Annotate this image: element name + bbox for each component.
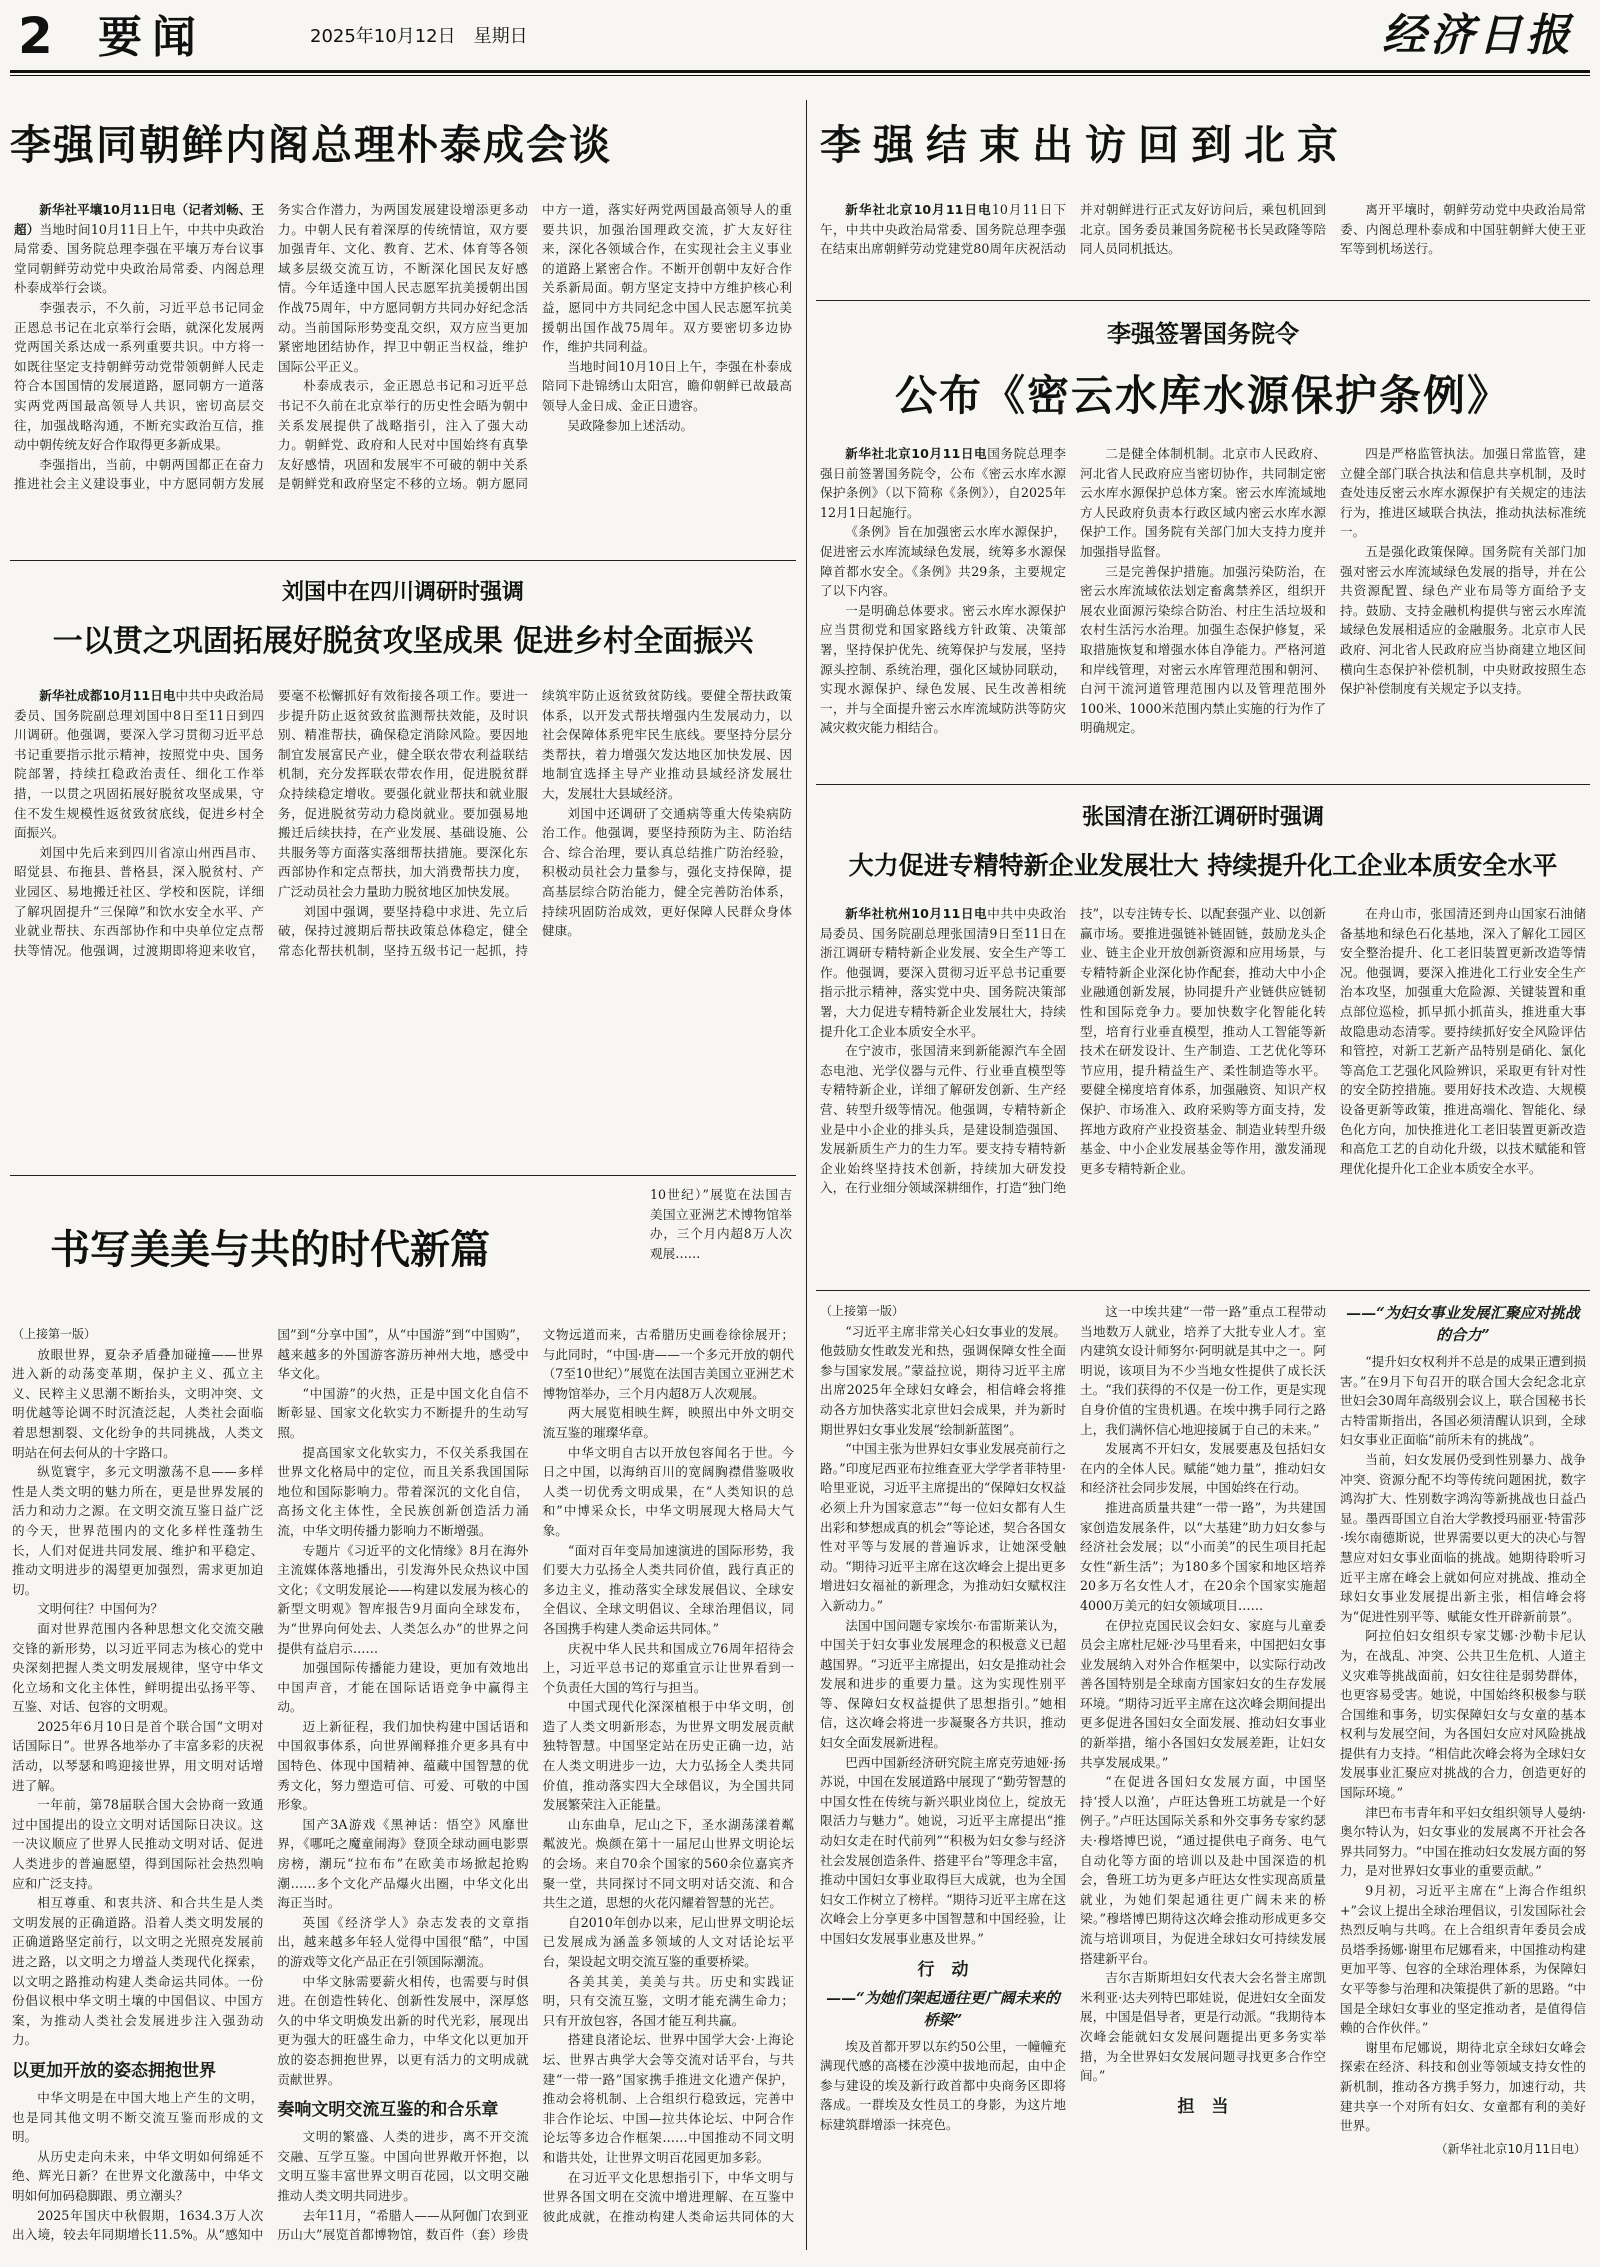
rule-a3 — [816, 784, 1590, 785]
continued-label: （上接第一版） — [820, 1304, 905, 1318]
paragraph: 迈上新征程，我们加快构建中国话语和中国叙事体系，向世界阐释推介更多具有中国特色、体现中国精神、蕴藏中国智慧的优秀文化，努力塑造可信、可爱、可敬的中国形象。 — [277, 1718, 529, 1813]
paragraph: 刘国中先后来到四川省凉山州西昌市、昭觉县、布拖县、普格县，深入脱贫村、产业园区、易地搬迁社区、学校和医院，详细了解巩固提升“三保障”和饮水安全水平、产业就业帮扶、东西部协作和中央单位定点帮扶等情况。他强调，过渡期即将迎来收官，要毫不松懈抓好有效衔接各项工作。要进一步提升防止返贫致贫监测帮扶效能，及时识别、精准帮扶，确保稳定消除风险。要因地制宜发展富民产业，健全联农带农利益联结机制，充分发挥联农带农作用，促进脱贫群众持续稳定增收。要强化就业帮扶和就业服务，促进脱贫劳动力稳岗就业。要加强易地搬迁后续扶持，在产业发展、基础设施、公共服务等方面落实落细帮扶措施。要深化东西部协作和定点帮扶，加大消费帮扶力度，广泛动员社会力量助力脱贫地区加快发展。 — [14, 688, 528, 958]
continued-label: （上接第一版） — [12, 1327, 97, 1341]
paragraph: 搭建良渚论坛、世界中国学大会·上海论坛、世界古典学大会等交流对话平台，与共建“一带一路”国家携手推进文化遗产保护，推动会将机制、上合组织行稳致远，完善中非合作论坛、中国—拉共体论坛、中阿合作论坛等多边合作框架……中国推动不同文明和谐共处，让世界文明百花园更加多彩。 — [542, 2032, 794, 2165]
dateline-return: 新华社北京10月11日电 — [845, 202, 992, 217]
kicker-miyun: 李强签署国务院令 — [1107, 319, 1299, 348]
headline-miyun: 公布《密云水库水源保护条例》 — [894, 371, 1511, 420]
body-civilization — [10, 1325, 796, 2255]
subheading: 奏响文明交流互鉴的和合乐章 — [277, 2100, 499, 2121]
body-miyun — [816, 444, 1590, 770]
paragraph: 五是强化政策保障。国务院有关部门加强对密云水库流域绿色发展的指导，并在公共资源配置、绿色产业布局等方面给予支持。鼓励、支持金融机构提供与密云水库流域绿色发展相适应的金融服务。北京市人民政府、河北省人民政府应当协商建立地区间横向生态保护补偿机制，中央财政按照生态保护补偿制度有关规定予以支持。 — [1340, 543, 1586, 697]
paragraph: 国产3A游戏《黑神话：悟空》风靡世界，《哪吒之魔童闹海》登顶全球动画电影票房榜，潮玩“拉布布”在欧美市场掀起抢购潮……多个文化产品爆火出圈，中华文化出海正当时。 — [277, 1816, 529, 1911]
paragraph: 10月11日下午，中共中央政治局常委、国务院总理李强在结束出席朝鲜劳动党建党80周年庆祝活动并对朝鲜进行正式友好访问后，乘包机回到北京。国务委员兼国务院秘书长吴政隆等陪同人员同机抵达。 — [820, 202, 1326, 257]
paragraph: 当前，妇女发展仍受到性别暴力、战争冲突、资源分配不均等传统问题困扰，数字鸿沟扩大、性别数字鸿沟等新挑战也日益凸显。墨西哥国立自治大学教授玛丽亚·特雷莎·埃尔南德斯说，世界需要以更大的决心与智慧应对妇女事业面临的挑战。她期待聆听习近平主席在峰会上就如何应对挑战、推动全球妇女事业发展提出新主张，相信峰会将为“促进性别平等、赋能女性开辟新前景”。 — [1340, 1451, 1586, 1624]
subheading: 行 动 — [917, 1959, 969, 1980]
paragraph: 在伊拉克国民议会妇女、家庭与儿童委员会主席杜尼娅·沙马里看来，中国把妇女事业发展纳入对外合作框架中，以实际行动改善各国特别是全球南方国家妇女的生存发展环境。“期待习近平主席在这次峰会期间提出更多促进各国妇女全面发展、推动妇女事业的新举措，缩小各国妇女发展差距，让妇女共享发展成果。” — [1080, 1617, 1326, 1770]
issue-date: 2025年10月12日 星期日 — [310, 26, 528, 47]
paragraph: 朴泰成表示，金正恩总书记和习近平总书记不久前在北京举行的历史性会晤为朝中关系发展提供了战略指引，注入了强大动力。朝鲜党、政府和人民对中国始终有真挚友好感情，巩固和发展牢不可破的朝中关系是朝鲜党和政府坚定不移的立场。朝方愿同中方一道，落实好两党两国最高领导人的重要共识，加强治国理政交流，扩大友好往来，深化各领域合作，在实现社会主义事业的道路上紧密合作。不断开创朝中友好合作关系新局面。朝方坚定支持中方维护核心利益，愿同中方共同纪念中国人民志愿军抗美援朝出国作战75周年。双方要密切多边协作，维护共同利益。 — [278, 202, 792, 492]
paragraph: 两大展览相映生辉，映照出中外文明交流互鉴的璀璨华章。 — [542, 1405, 794, 1440]
article-civilization — [10, 1185, 796, 2257]
paragraph: 文明的繁盛、人类的进步，离不开交流交融、互学互鉴。中国向世界敞开怀抱，以文明互鉴丰富世界文明百花园，以文明交融推动人类文明共同进步。 — [277, 2129, 529, 2203]
paragraph: 四是严格监管执法。加强日常监管，建立健全部门联合执法和信息共享机制，及时查处违反密云水库水源保护有关规定的违法行为，推进区域联合执法，推动执法标准统一。 — [1340, 446, 1586, 540]
page-number: 2 — [18, 7, 53, 65]
paragraph: 英国《经济学人》杂志发表的文章指出，越来越多年轻人觉得中国很“酷”，中国的游戏等文化产品正在引领国际潮流。 — [277, 1914, 529, 1969]
paragraph: 推进高质量共建“一带一路”，为共建国家创造发展条件，以“大基建”助力妇女参与经济社会发展；以“小而美”的民生项目托起女性“新生活”；为180多个国家和地区培养20多万名女性人才，在20余个国家实施超4000万美元的妇女领域项目…… — [1080, 1499, 1326, 1613]
paper-logo: 经济日报 — [1382, 10, 1574, 61]
paragraph: 这一中埃共建“一带一路”重点工程带动当地数万人就业，培养了大批专业人才。室内建筑女设计师努尔·阿明就是其中之一。阿明说，该项目为不少当地女性提供了成长沃土。“我们获得的不仅是一份工作，更是实现自身价值的宝贵机遇。在埃中携手同行之路上，我们满怀信心地迎接属于自己的未来。” — [1080, 1304, 1326, 1437]
paragraph: 在舟山市，张国清还到舟山国家石油储备基地和绿色石化基地，深入了解化工园区安全整治提升、化工老旧装置更新改造等情况。他强调，要深入推进化工行业安全生产治本攻坚，加强重大危险源、关键装置和重点部位巡检，抓早抓小抓苗头，推进重大事故隐患动态清零。要持续抓好安全风险评估和管控，对新工艺新产品特别是硝化、氯化等高危工艺强化风险辨识，采取更有针对性的安全防控措施。要用好技术改造、大规模设备更新等政策，推进高端化、智能化、绿色化方向，加快推进化工老旧装置更新改造和高危工艺的自动化升级，以技术赋能和管理优化提升化工企业本质安全水平。 — [1340, 906, 1586, 1176]
masthead — [10, 8, 1590, 64]
paragraph: 当地时间10月11日上午，中共中央政治局常委、国务院总理李强在平壤万寿台议事堂同朝鲜劳动党中央政治局常委、内阁总理朴泰成举行会谈。 — [14, 221, 264, 296]
paragraph: 李强指出，当前，中朝两国都正在奋力推进社会主义建设事业，中方愿同朝方发展务实合作潜力，为两国发展建设增添更多动力。中朝人民有着深厚的传统情谊，双方要加强青年、文化、教育、艺术、体育等各领域多层级交流互访，不断深化国民友好感情。今年适逢中国人民志愿军抗美援朝出国作战75周年，中方愿同朝方共同办好纪念活动。当前国际形势变乱交织，双方应当更加紧密地团结协作，捍卫中朝正当权益，维护国际公平正义。 — [14, 202, 528, 492]
paragraph: 在宁波市，张国清来到新能源汽车全固态电池、光学仪器与元件、行业垂直模型等专精特新企业，详细了解研发创新、生产经营、转型升级等情况。他强调，专精特新企业是中小企业的排头兵，是建设制造强国、发展新质生产力的生力军。要支持专精特新企业始终坚持技术创新，持续加大研发投入，在行业细分领域深耕细作，打造“独门绝技”，以专注铸专长、以配套强产业、以创新赢市场。要推进强链补链固链，鼓励龙头企业、链主企业开放创新资源和应用场景，与专精特新企业深化协作配套，推动大中小企业融通创新发展，协同提升产业链供应链韧性和国际竞争力。要加快数字化智能化转型，培育行业垂直模型，推动人工智能等新技术在研发设计、生产制造、工艺优化等环节应用，提升精益生产、柔性制造等水平。要健全梯度培育体系，加强融资、知识产权保护、市场准入、政府采购等方面支持，发挥地方政府产业投资基金、制造业转型升级基金、中小企业发展基金等作用，激发涌现更多专精特新企业。 — [820, 906, 1326, 1196]
paragraph: 一是明确总体要求。密云水库水源保护应当贯彻党和国家路线方针政策、决策部署，坚持保护优先、统筹保护与发展，坚持源头控制、系统治理，强化区域协同联动，实现水源保护、绿色发展、民生改善相统一，并与全面提升密云水库流域防洪等防灾减灾救灾能力相结合。 — [820, 602, 1066, 736]
article-miyun — [816, 312, 1590, 776]
body-return — [816, 200, 1590, 288]
paragraph: 二是健全体制机制。北京市人民政府、河北省人民政府应当密切协作，共同制定密云水库水源保护总体方案。密云水库流域地方人民政府负责本行政区域内密云水库水源保护工作。国务院有关部门加大支持力度并加强指导监督。 — [1080, 446, 1326, 559]
paragraph: 自2010年创办以来，尼山世界文明论坛已发展成为涵盖多领域的人文对话论坛平台，架设起文明交流互鉴的重要桥梁。 — [542, 1914, 794, 1969]
headline-talks: 李强同朝鲜内阁总理朴泰成会谈 — [10, 121, 612, 169]
paragraph: 9月初，习近平主席在“上海合作组织+”会议上提出全球治理倡议，引发国际社会热烈反响与共鸣。在上合组织青年委员会成员塔季扬娜·谢里布尼娜看来，中国推动构建更加平等、包容的全球治理体系，为保障妇女平等参与治理和决策提供了新的思路。“中国是全球妇女事业的坚定推动者，是值得信赖的合作伙伴。” — [1340, 1883, 1586, 2036]
paragraph: 巴西中国新经济研究院主席克劳迪娅·扬苏说，中国在发展道路中展现了“勤劳智慧的中国女性在传统与新兴职业岗位上，绽放无限活力与魅力”。她说，习近平主席提出“推动妇女走在时代前列”“积极为妇女参与经济社会发展创造条件、搭建平台”等理念丰富，推动中国妇女事业取得巨大成就，也为全国妇女工作树立了榜样。“期待习近平主席在这次峰会上分享更多中国智慧和中国经验，让中国妇女发展事业惠及世界。” — [820, 1754, 1066, 1946]
headline-civilization: 书写美美与共的时代新篇 — [50, 1226, 490, 1273]
paragraph: 埃及首都开罗以东约50公里，一幢幢充满现代感的高楼在沙漠中拔地而起，由中企参与建设的埃及新行政首都中央商务区即将落成。一群埃及女性员工的身影，为这片地标建筑群增添一抹亮色。 — [820, 2038, 1066, 2132]
paragraph: 阿拉伯妇女组织专家艾娜·沙勒卡尼认为，在战乱、冲突、公共卫生危机、人道主义灾难等挑战面前，妇女往往是弱势群体，也更容易受害。她说，中国始终积极参与联合国维和事务，切实保障妇女与女童的基本权利与发展空间，为各国妇女应对风险挑战提供有力支持。“相信此次峰会将为全球妇女发展事业汇聚应对挑战的合力，创造更好的国际环境。” — [1340, 1628, 1586, 1801]
dateline-liu: 新华社成都10月11日电 — [39, 688, 176, 703]
paragraph: 中国式现代化深深植根于中华文明，创造了人类文明新形态，为世界文明发展贡献独特智慧。中国坚定站在历史正确一边，站在人类文明进步一边，大力弘扬全人类共同价值，推动落实四大全球倡议，为全国共同发展繁荣注入正能量。 — [542, 1699, 794, 1813]
article-return — [816, 100, 1590, 292]
paragraph: 当地时间10月10日上午，李强在朴泰成陪同下赴锦绣山太阳宫，瞻仰朝鲜已故最高领导人金日成、金正日遗容。 — [542, 358, 792, 413]
paragraph: 放眼世界，夏杂矛盾叠加碰撞——世界进入新的动荡变革期，保护主义、孤立主义、民粹主义思潮不断抬头，文明冲突、文明优越等论调不时沉渣泛起，人类社会面临着思想割裂、文化纷争的共同挑战，人类文明站在何去何从的十字路口。 — [12, 1346, 264, 1460]
paragraph: 纵览寰宇，多元文明激荡不息——多样性是人类文明的魅力所在，更是世界发展的活力和动力之源。在文明交流互鉴日益广泛的今天，世界范围内的文化多样性蓬勃生长，人们对促进共同发展、维护和平稳定、推动文明进步的渴望更加强烈，需求更加迫切。 — [12, 1464, 264, 1597]
paragraph: “在促进各国妇女发展方面，中国坚持‘授人以渔’，卢旺达鲁班工坊就是一个好例子。”卢旺达国际关系和外交事务专家约瑟夫·穆塔博巴说，“通过提供电子商务、电气自动化等方面的培训以及赴中国深造的机会，鲁班工坊为更多卢旺达女性实现高质量就业，为她们架起通往更广阔未来的桥梁。”穆塔博巴期待这次峰会推动形成更多交流与培训项目，为促进全球妇女可持续发展搭建新平台。 — [1080, 1774, 1326, 1966]
paragraph: 相互尊重、和衷共济、和合共生是人类文明发展的正确道路。沿着人类文明发展的正确道路坚定前行，以文明之光照亮发展前进之路，以文明之力增益人类现代化探索，以文明之路推动构建人类命运共同体。一份份倡议根中华文明土壤的中国倡议、中国方案，为推动人类社会发展进步注入强劲动力。 — [12, 1895, 264, 2048]
kicker-zhang: 张国清在浙江调研时强调 — [1081, 804, 1324, 830]
paragraph: 法国中国问题专家埃尔·布雷斯莱认为，中国关于妇女事业发展理念的积极意义已超越国界。“习近平主席提出，妇女是推动社会发展和进步的重要力量。这为实现性别平等、保障妇女权益提供了思想指引。”她相信，这次峰会将进一步凝聚各方共识，推动妇女全面发展新进程。 — [820, 1617, 1066, 1751]
subheading-note: ——“为妇女事业发展汇聚应对挑战的合力” — [1346, 1304, 1580, 1344]
paragraph: 面对世界范围内各种思想文化交流交融交锋的新形势，以习近平同志为核心的党中央深刻把握人类文明发展规律，坚守中华文化立场和文化主体性，鲜明提出弘扬平等、互鉴、对话、包容的文明观。 — [12, 1620, 264, 1715]
paragraph: 各美其美，美美与共。历史和实践证明，只有交流互鉴，文明才能充满生命力；只有开放包容，各国才能互利共赢。 — [542, 1973, 794, 2028]
article-zhang-guoqing — [816, 796, 1590, 1282]
paragraph: 专题片《习近平的文化情缘》8月在海外主流媒体落地播出，引发海外民众热议中国文化；《文明发展论——构建以发展为核心的新型文明观》智库报告9月面向全球发布，为“世界向何处去、人类怎么办”的世界之问提供有益启示…… — [277, 1542, 529, 1656]
dateline-talks: 新华社平壤10月11日电（记者刘畅、王超） — [14, 202, 264, 237]
paragraph: 谢里布尼娜说，期待北京全球妇女峰会探索在经济、科技和创业等领域支持女性的新机制，推动各方携手努力，加速行动，共建共享一个对所有妇女、女童都有利的美好世界。 — [1340, 2039, 1586, 2134]
masthead-rule-thin — [10, 75, 1590, 76]
paragraph: “中国游”的火热，正是中国文化自信不断彰显、国家文化软实力不断提升的生动写照。 — [277, 1385, 529, 1440]
paragraph: 刘国中还调研了交通病等重大传染病防治工作。他强调，要坚持预防为主、防治结合、综合治理，要认真总结推广防治经验，积极动员社会力量参与，强化支持保障，提高基层综合防治能力，健全完善防治体系，持续巩固防治成效，更好保障人民群众身体健康。 — [542, 805, 792, 939]
body-liu — [10, 686, 796, 1162]
article-liu-guozhong — [10, 572, 796, 1168]
paragraph: 吴政隆参加上述活动。 — [567, 417, 694, 433]
paragraph: “习近平主席非常关心妇女事业的发展。他鼓励女性敢发光和热，强调保障女性全面参与国家发展。”蒙益拉说，期待习近平主席出席2025年全球妇女峰会，相信峰会将推动各方加快落实北京世妇会成果，并为新时期世界妇女事业发展“绘制新蓝图”。 — [820, 1323, 1066, 1437]
rule-a1 — [10, 560, 796, 561]
rule-a4 — [10, 1175, 796, 1176]
civilization-lead-tail: 10世纪）”展览在法国吉美国立亚洲艺术博物馆举办，三个月内超8万人次观展…… — [650, 1187, 792, 1261]
column-divider-main — [806, 100, 807, 2250]
rule-a5 — [816, 1290, 1590, 1291]
paragraph: 庆祝中华人民共和国成立76周年招待会上，习近平总书记的郑重宣示让世界看到一个负责任大国的笃行与担当。 — [542, 1640, 794, 1695]
paragraph: 一年前，第78届联合国大会协商一致通过中国提出的设立文明对话国际日决议。这一决议顺应了世界人民推动文明对话、促进人类进步的普遍愿望，得到国际社会热烈响应和广泛支持。 — [12, 1797, 264, 1891]
paragraph: “提升妇女权利并不总是的成果正遭到损害。”在9月下旬召开的联合国大会纪念北京世妇会30周年高级别会议上，联合国秘书长古特雷斯指出，各国必须清醒认识到，全球妇女事业正面临“前所未有的挑战”。 — [1340, 1354, 1586, 1448]
paragraph: 在习近平文化思想指引下，中华文明与世界各国文明在交流中增进理解、在互鉴中彼此成就，在推动构建人类命运共同体的大 — [542, 2169, 794, 2224]
body-zhang — [816, 904, 1590, 1276]
paragraph: 发展离不开妇女，发展要惠及包括妇女在内的全体人民。赋能“她力量”，推动妇女和经济社会同步发展，中国始终在行动。 — [1080, 1441, 1326, 1496]
masthead-rule — [10, 70, 1590, 73]
article-credit: （新华社北京10月11日电） — [1435, 2141, 1586, 2156]
body-talks — [10, 200, 796, 545]
paragraph: 去年11月，“希腊人——从阿伽门农到亚历山大”展览首都博物馆，数百件（套）珍贵文物远道而来，古希腊历史画卷徐徐展开；与此同时，“中国·唐——一个多元开放的朝代（7至10世纪）”展览在法国吉美国立亚洲艺术博物馆举办，三个月内超8万人次观展。 — [277, 1327, 794, 2243]
headline-return: 李强结束出访回到北京 — [820, 121, 1350, 169]
paragraph: 中华文明是在中国大地上产生的文明，也是同其他文明不断交流互鉴而形成的文明。 — [12, 2089, 264, 2145]
headline-liu: 一以贯之巩固拓展好脱贫攻坚成果 促进乡村全面振兴 — [52, 624, 754, 659]
headline-zhang: 大力促进专精特新企业发展壮大 持续提升化工企业本质安全水平 — [848, 851, 1558, 880]
article-talks — [10, 100, 796, 552]
section-title: 要闻 — [98, 12, 206, 63]
rule-a2 — [816, 300, 1590, 301]
subheading-note: ——“为她们架起通往更广阔未来的桥梁” — [826, 1988, 1060, 2029]
paragraph: 提高国家文化软实力，不仅关系我国在世界文化格局中的定位，而且关系我国国际地位和国际影响力。带着深沉的文化自信，高扬文化主体性，全民族创新创造活力涌流，中华文明传播力影响力不断增强。 — [277, 1444, 529, 1538]
paragraph: 2025年6月10日是首个联合国“文明对话国际日”。世界各地举办了丰富多彩的庆祝活动，以琴瑟和鸣迎接世界，用文明对话增进了解。 — [12, 1718, 264, 1793]
body-women-summit — [816, 1302, 1590, 2254]
paragraph: 刘国中强调，要坚持稳中求进、先立后破，保持过渡期后帮扶政策总体稳定，健全常态化帮扶机制，坚持五级书记一起抓，持续筑牢防止返贫致贫防线。要健全帮扶政策体系，以开发式帮扶增强内生发展动力，以社会保障体系兜牢民生底线。要坚持分层分类帮扶，着力增强欠发达地区加快发展、因地制宜选择主导产业推动县域经济发展壮大，发展壮大县域经济。 — [278, 688, 792, 958]
paragraph: 国务院总理李强日前签署国务院令，公布《密云水库水源保护条例》（以下简称《条例》），自2025年12月1日起施行。 — [820, 446, 1066, 520]
paragraph: 2025年国庆中秋假期，1634.3万人次出入境，较去年同期增长11.5%。从“感知中国”到“分享中国”，从“中国游”到“中国购”，越来越多的外国游客游历神州大地，感受中华文化。 — [12, 1327, 529, 2243]
paragraph: 中华文明自古以开放包容闻名于世。今日之中国，以海纳百川的宽阔胸襟借鉴吸收人类一切优秀文明成果，在“人类知识的总和”中博采众长，中华文明展现大格局大气象。 — [542, 1444, 794, 1538]
paragraph: 津巴布韦青年和平妇女组织领导人曼纳·奥尔特认为，妇女事业的发展离不开社会各界共同努力。“中国在推动妇女发展方面的努力，是对世界妇女事业的重要贡献。” — [1340, 1804, 1586, 1879]
paragraph: 三是完善保护措施。加强污染防治，在密云水库流域依法划定畜禽禁养区，组织开展农业面源污染综合防治、村庄生活垃圾和农村生活污水治理。加强生态保护修复，采取措施恢复和增强水体自净能力。严格河道和岸线管理，对密云水库管理范围和朝河、白河干流河道管理范围内以及管理范围外100米、1000米范围内禁止实施的行为作了明确规定。 — [1080, 563, 1326, 736]
paragraph: 从历史走向未来，中华文明如何绵延不绝、辉光日新？在世界文化激荡中，中华文明如何加码稳脚跟、勇立潮头？ — [12, 2148, 264, 2203]
paragraph: 山东曲阜，尼山之下，圣水湖荡漾着粼粼波光。焕颜在第十一届尼山世界文明论坛的会场。来自70余个国家的560余位嘉宾齐聚一堂，共同探讨不同文明对话交流、和合共生之道，思想的火花闪耀着智慧的光芒。 — [542, 1816, 794, 1911]
subheading: 以更加开放的姿态拥抱世界 — [12, 2060, 216, 2081]
dateline-miyun: 新华社北京10月11日电 — [845, 446, 988, 461]
paragraph: 李强表示，不久前，习近平总书记同金正恩总书记在北京举行会晤，就深化发展两党两国关系达成一系列重要共识。中方将一如既往坚定支持朝鲜劳动党带领朝鲜人民走符合本国国情的发展道路，愿同朝方一道落实两党两国最高领导人共识，密切高层交往，加强战略沟通，不断充实政治互信，推动中朝传统友好合作取得更多新成果。 — [14, 299, 264, 453]
article-women-summit — [816, 1302, 1590, 2257]
paragraph: 《条例》旨在加强密云水库水源保护，促进密云水库流域绿色发展，统筹多水源保障首都水安全。《条例》共29条，主要规定了以下内容。 — [820, 524, 1066, 599]
paragraph: 中共中央政治局委员、国务院副总理刘国中8日至11日到四川调研。他强调，要深入学习贯彻习近平总书记重要指示批示精神，按照党中央、国务院部署，持续扛稳政治责任、细化工作举措，一以贯之巩固拓展好脱贫攻坚成果，守住不发生规模性返贫致贫底线，促进乡村全面振兴。 — [14, 688, 265, 841]
kicker-liu: 刘国中在四川调研时强调 — [281, 579, 524, 605]
paragraph: 中华文脉需要薪火相传，也需要与时俱进。在创造性转化、创新性发展中，深厚悠久的中华文明焕发出新的时代光彩，展现出更为强大的旺盛生命力，中华文化以更加开放的姿态拥抱世界，以更有活力的文明成就贡献世界。 — [277, 1973, 529, 2087]
paragraph: “中国主张为世界妇女事业发展亮前行之路。”印度尼西亚布拉维查亚大学学者菲特里·哈里亚说，习近平主席提出的“保障妇女权益必须上升为国家意志”“每一位妇女都有人生出彩和梦想成真的机会”等论述，契合各国女性对平等与发展的普遍诉求，让她深受触动。“期待习近平主席在这次峰会上提出更多增进妇女福祉的新理念，为推动妇女赋权注入新动力。” — [820, 1441, 1066, 1613]
subheading: 担 当 — [1177, 2096, 1229, 2117]
paragraph: 吉尔吉斯斯坦妇女代表大会名誉主席凯米利亚·达夫列特巴耶娃说，促进妇女全面发展，中国是倡导者，更是行动派。“我期待本次峰会能就妇女发展问题提出更多务实举措，为全世界妇女发展问题寻找更多合作空间。” — [1080, 1970, 1326, 2084]
paragraph: 离开平壤时，朝鲜劳动党中央政治局常委、内阁总理朴泰成和中国驻朝鲜大使王亚军等到机场送行。 — [1340, 202, 1586, 257]
paragraph: 文明何往？中国何为？ — [37, 1601, 164, 1617]
dateline-zhang: 新华社杭州10月11日电 — [845, 906, 988, 921]
headline-box-civilization — [10, 1185, 610, 1315]
paragraph: “面对百年变局加速演进的国际形势，我们要大力弘扬全人类共同价值，践行真正的多边主义，推动落实全球发展倡议、全球安全倡议、全球文明倡议、全球治理倡议，同各国携手构建人类命运共同体。” — [542, 1542, 794, 1636]
paragraph: 加强国际传播能力建设，更加有效地出中国声音，才能在国际话语竞争中赢得主动。 — [277, 1660, 529, 1715]
paragraph: 中共中央政治局委员、国务院副总理张国清9日至11日在浙江调研专精特新企业发展、安全生产等工作。他强调，要深入贯彻习近平总书记重要指示批示精神，落实党中央、国务院决策部署，大力促进专精特新企业发展壮大，持续提升化工企业本质安全水平。 — [820, 906, 1066, 1039]
